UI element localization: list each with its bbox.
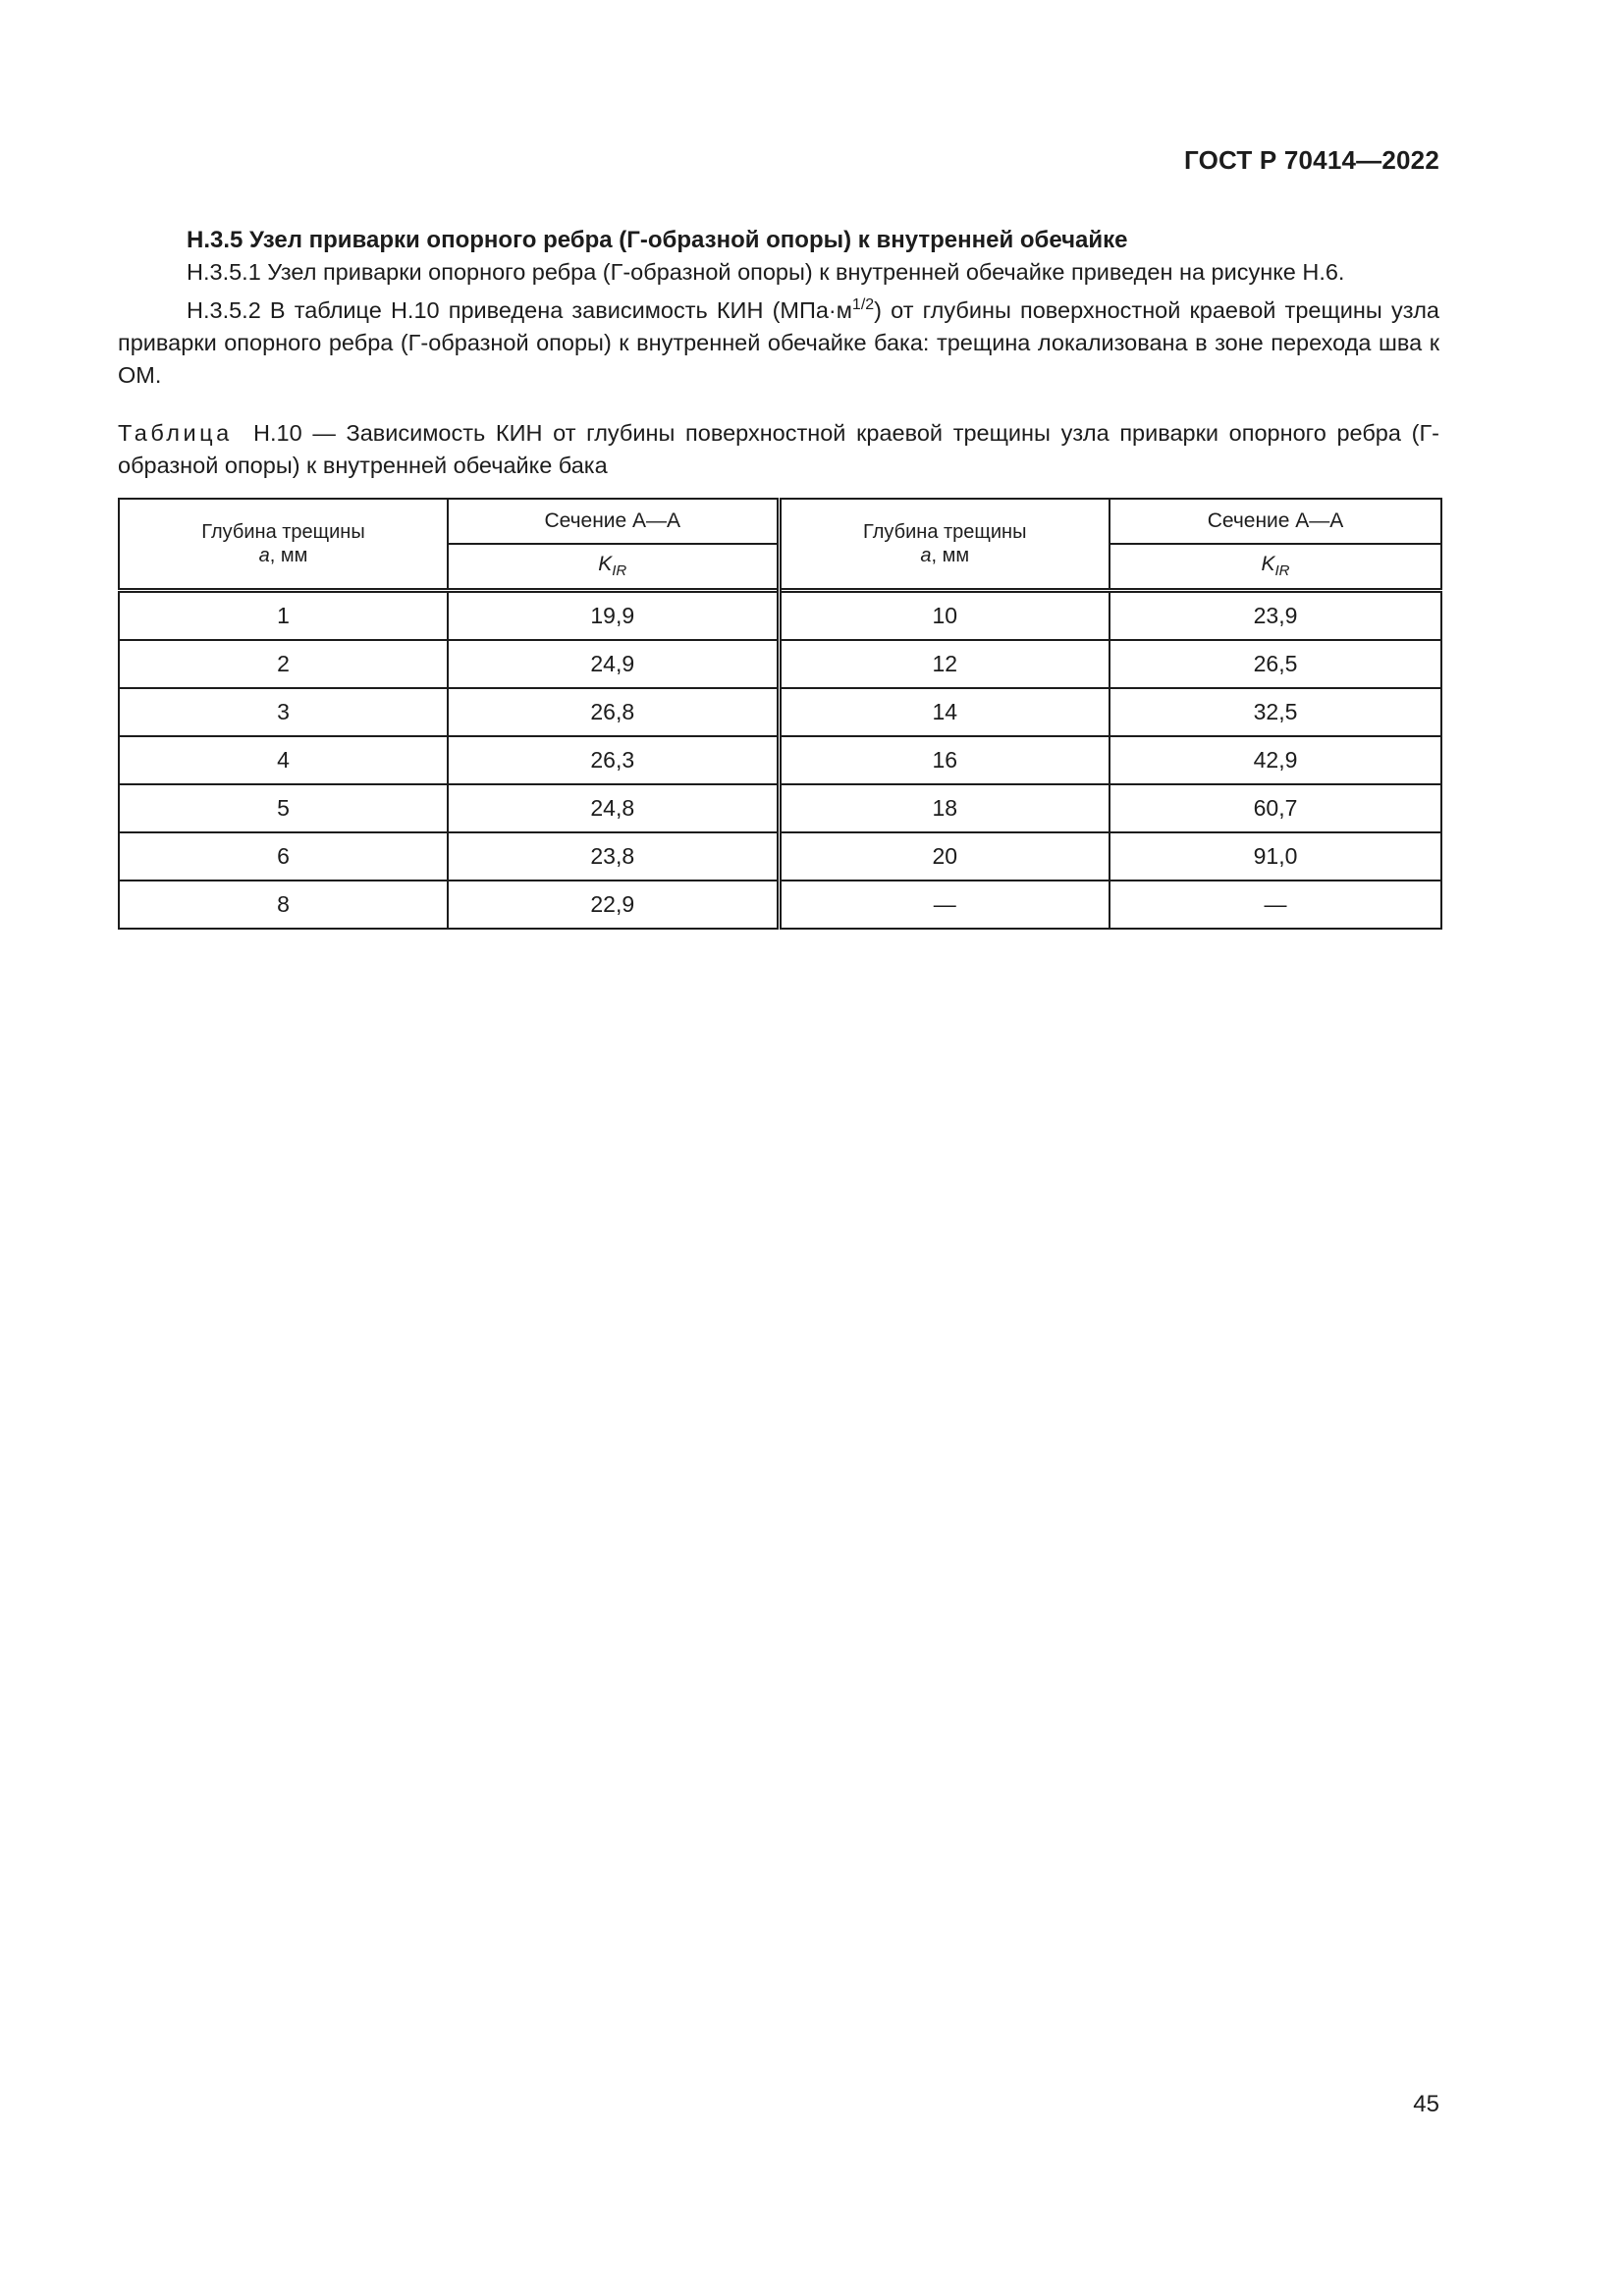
document-code: ГОСТ Р 70414—2022 (1184, 145, 1439, 175)
table-row (119, 640, 1441, 688)
table-caption (118, 417, 1439, 482)
kir-cell: 26,3 (448, 736, 779, 784)
header-kir-left (448, 544, 779, 591)
depth-cell: 20 (779, 832, 1110, 881)
page-content (118, 224, 1439, 930)
kir-cell: 60,7 (1110, 784, 1441, 832)
kir-cell: — (1110, 881, 1441, 929)
unit-exponent: 1/2 (851, 296, 875, 313)
depth-cell: 5 (119, 784, 448, 832)
depth-cell: 2 (119, 640, 448, 688)
depth-cell: — (779, 881, 1110, 929)
table-row (119, 832, 1441, 881)
header-crack-depth-right (779, 499, 1110, 591)
depth-cell: 10 (779, 590, 1110, 640)
header-depth-unit: , мм (931, 544, 970, 566)
kir-cell: 23,9 (1110, 590, 1441, 640)
header-depth-label: Глубина трещины (863, 520, 1027, 543)
header-crack-depth-left (119, 499, 448, 591)
kir-cell: 23,8 (448, 832, 779, 881)
depth-cell: 1 (119, 590, 448, 640)
depth-cell: 18 (779, 784, 1110, 832)
kir-cell: 26,8 (448, 688, 779, 736)
depth-cell: 4 (119, 736, 448, 784)
header-depth-unit: , мм (269, 544, 308, 566)
kir-subscript: IR (1274, 562, 1290, 580)
kir-cell: 22,9 (448, 881, 779, 929)
kir-cell: 32,5 (1110, 688, 1441, 736)
page-number: 45 (1413, 2091, 1439, 2117)
kin-table (118, 498, 1442, 930)
kir-subscript: IR (612, 562, 627, 580)
kir-cell: 91,0 (1110, 832, 1441, 881)
kir-cell: 42,9 (1110, 736, 1441, 784)
table-row (119, 590, 1441, 640)
depth-cell: 6 (119, 832, 448, 881)
kir-cell: 19,9 (448, 590, 779, 640)
header-depth-label: Глубина трещины (201, 520, 365, 543)
table-caption-text: Н.10 — Зависимость КИН от глубины поверхностной краевой трещины узла приварки опорного ребра (Г-образной опоры) к внутренней обечайке бака (118, 419, 1439, 478)
kir-cell: 26,5 (1110, 640, 1441, 688)
header-section-right: Сечение А—А (1110, 499, 1441, 544)
depth-cell: 12 (779, 640, 1110, 688)
table-row (119, 688, 1441, 736)
section-title: Н.3.5 Узел приварки опорного ребра (Г-образной опоры) к внутренней обечайке (187, 227, 1128, 253)
table-caption-label: Таблица (118, 419, 233, 446)
kir-cell: 24,8 (448, 784, 779, 832)
depth-cell: 3 (119, 688, 448, 736)
table-row (119, 881, 1441, 929)
kir-symbol: K (1261, 553, 1275, 576)
depth-cell: 14 (779, 688, 1110, 736)
depth-cell: 16 (779, 736, 1110, 784)
table-row (119, 736, 1441, 784)
paragraph-h351: Н.3.5.1 Узел приварки опорного ребра (Г-образной опоры) к внутренней обечайке приведен на рисунке Н.6. (187, 259, 1345, 285)
header-depth-variable: а (920, 544, 932, 566)
paragraph-h352-part2: ) от глубины поверхностной краевой трещины узла приварки опорного ребра (Г-образной опоры) к внутренней обечайке бака: трещина локализована в зоне перехода шва к ОМ. (118, 296, 1439, 388)
paragraph-h352 (118, 289, 1439, 392)
depth-cell: 8 (119, 881, 448, 929)
table-header-row (119, 499, 1441, 544)
header-kir-right (1110, 544, 1441, 591)
kir-cell: 24,9 (448, 640, 779, 688)
paragraph-h352-part1: Н.3.5.2 В таблице Н.10 приведена зависимость КИН (МПа·м (187, 296, 852, 323)
header-section-left: Сечение А—А (448, 499, 779, 544)
kir-symbol: K (598, 553, 613, 576)
header-depth-variable: а (258, 544, 270, 566)
table-row (119, 784, 1441, 832)
